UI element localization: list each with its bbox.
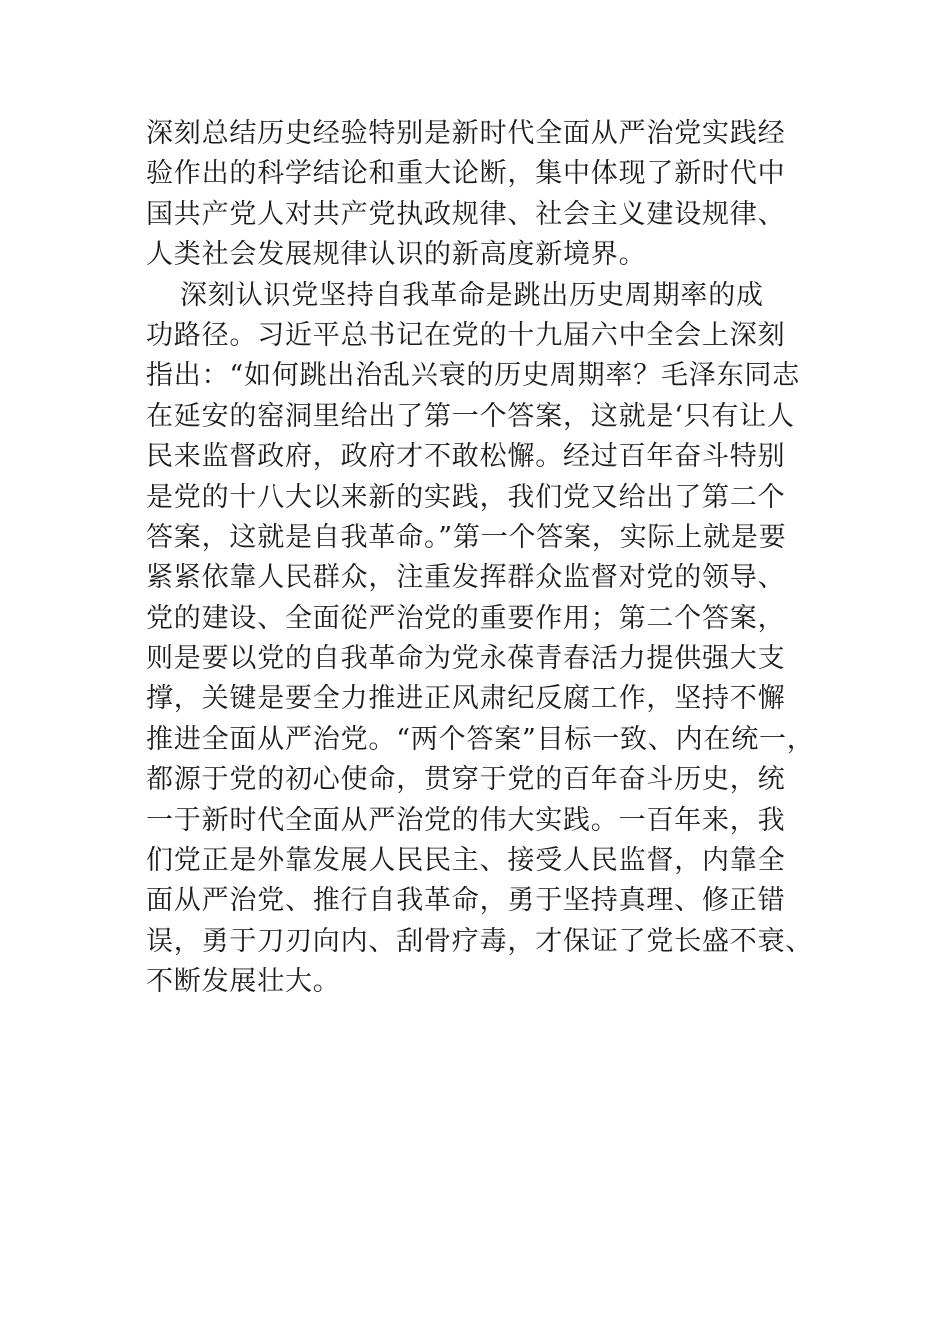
paragraph-line: 是党的十八大以来新的实践，我们党又给出了第二个 xyxy=(146,481,786,513)
paragraph-line: 民来监督政府，政府才不敢松懈。经过百年奋斗特别 xyxy=(146,441,786,473)
paragraph-line: 都源于党的初心使命，贯穿于党的百年奋斗历史，统 xyxy=(146,764,786,796)
paragraph-line: 在延安的窑洞里给出了第一个答案，这就是‘只有让人 xyxy=(146,400,795,432)
paragraph-1 xyxy=(146,114,816,276)
paragraph-line: 则是要以党的自我革命为党永葆青春活力提供强大支 xyxy=(146,643,786,675)
paragraph-2 xyxy=(146,276,816,1003)
paragraph-line: 紧紧依靠人民群众，注重发挥群众监督对党的领导、 xyxy=(146,562,786,594)
document-body xyxy=(146,114,816,1003)
paragraph-line: 国共产党人对共产党执政规律、社会主义建设规律、 xyxy=(146,198,786,230)
paragraph-line: 验作出的科学结论和重大论断，集中体现了新时代中 xyxy=(146,158,786,190)
paragraph-line: 撑，关键是要全力推进正风肃纪反腐工作，坚持不懈 xyxy=(146,683,786,715)
paragraph-line: 们党正是外靠发展人民民主、接受人民监督，内靠全 xyxy=(146,845,786,877)
paragraph-line: 功路径。习近平总书记在党的十九届六中全会上深刻 xyxy=(146,319,786,351)
paragraph-line: 一于新时代全面从严治党的伟大实践。一百年来，我 xyxy=(146,804,786,836)
paragraph-line: 人类社会发展规律认识的新高度新境界。 xyxy=(146,239,647,271)
paragraph-line: 面从严治党、推行自我革命，勇于坚持真理、修正错 xyxy=(146,885,786,917)
paragraph-line: 指出：“如何跳出治乱兴衰的历史周期率？毛泽东同志 xyxy=(146,360,801,392)
paragraph-line: 党的建设、全面從严治党的重要作用；第二个答案， xyxy=(146,602,786,634)
paragraph-line: 推进全面从严治党。“两个答案”目标一致、内在统一， xyxy=(146,723,815,755)
paragraph-line: 深刻认识党坚持自我革命是跳出历史周期率的成 xyxy=(180,279,764,311)
paragraph-line: 误，勇于刀刃向内、刮骨疗毒，才保证了党长盛不衰、 xyxy=(146,925,814,957)
paragraph-line: 答案，这就是自我革命。”第一个答案，实际上就是要 xyxy=(146,521,787,553)
paragraph-line: 深刻总结历史经验特别是新时代全面从严治党实践经 xyxy=(146,118,786,149)
paragraph-line: 不断发展壮大。 xyxy=(146,966,341,998)
